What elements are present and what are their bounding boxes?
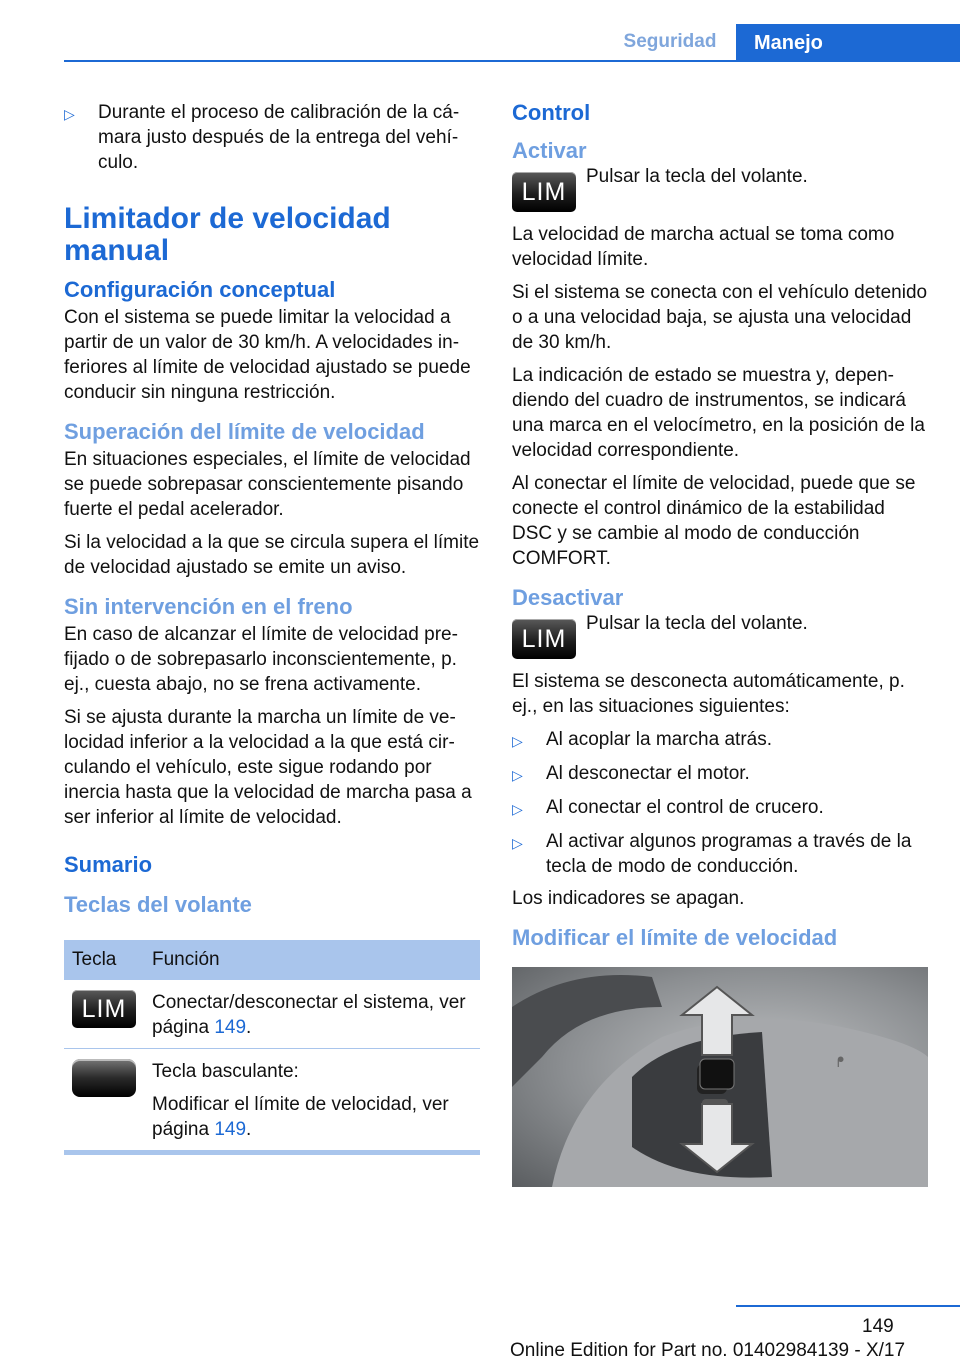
- activate-heading: Activar: [512, 138, 587, 163]
- table-bottom-rule: [64, 1151, 480, 1155]
- lim-button-icon: LIM: [72, 990, 136, 1028]
- summary-heading: Sumario: [64, 852, 153, 877]
- brake-text-2: Si se ajusta durante la marcha un límite de velocidad inferior a la velocidad a la que está circulando el vehículo, este sigue rodando por inercia hasta que la velocidad de marcha pasa a ser inferior al límite de velocidad.: [64, 707, 472, 828]
- section-title: Limitador de velocidad manual: [64, 202, 391, 267]
- triangle-bullet-icon: ▷: [512, 767, 523, 783]
- page-number: 149: [862, 1316, 894, 1337]
- deactivate-heading: Desactivar: [512, 585, 624, 610]
- triangle-bullet-icon: ▷: [512, 733, 523, 749]
- exceed-text-2: Si la velocidad a la que se circula supera el límite de velocidad ajustado se emite un aviso.: [64, 532, 480, 578]
- paragraph: La velocidad de marcha actual se toma como velocidad límite.: [512, 224, 895, 270]
- list-item: ▷ Al activar algunos programas a través de la tecla de modo de conducción.: [512, 831, 912, 877]
- tab-seguridad[interactable]: Seguridad: [623, 31, 717, 52]
- left-column: [64, 100, 480, 1155]
- footer-rule: [736, 1305, 960, 1307]
- lim-button-icon: LIM: [512, 172, 576, 212]
- table-row: Tecla basculante: Modificar el límite de velocidad, ver página 149.: [64, 1049, 480, 1151]
- right-column: [512, 100, 928, 1187]
- edition-footer: Online Edition for Part no. 01402984139 - X/17: [510, 1340, 906, 1361]
- list-item: ▷ Al desconectar el motor.: [512, 761, 928, 788]
- exceed-heading: Superación del límite de velocidad: [64, 419, 425, 444]
- table-header: [64, 940, 480, 980]
- steering-wheel-illustration: [512, 967, 928, 1187]
- deactivate-row: LIM Pulsar la tecla del volante.: [512, 619, 928, 659]
- keys-table: [64, 940, 480, 1151]
- brake-heading: Sin intervención en el freno: [64, 594, 353, 619]
- triangle-bullet-icon: ▷: [64, 106, 75, 122]
- paragraph: Al conectar el límite de velocidad, puede que se conecte el control dinámico de la estabilidad DSC y se cambie al modo de conducción COMFORT.: [512, 473, 916, 569]
- modify-heading: Modificar el límite de velocidad: [512, 925, 838, 950]
- control-heading: Control: [512, 100, 591, 125]
- triangle-bullet-icon: ▷: [512, 801, 523, 817]
- list-item: ▷ Al conectar el control de crucero.: [512, 795, 928, 822]
- col-function-header: Función: [144, 940, 480, 980]
- paragraph: Si el sistema se conecta con el vehículo detenido o a una velocidad baja, se ajusta una velocidad de 30 km/h.: [512, 282, 928, 353]
- paragraph: La indicación de estado se muestra y, dependiendo del cuadro de instrumentos, se indicará una marca en el velocímetro, en la posición de la velocidad correspondiente.: [512, 365, 925, 461]
- rocker-switch-icon: [72, 1059, 136, 1097]
- exceed-text-1: En situaciones especiales, el límite de velocidad se puede sobrepasar conscientemente pisando fuerte el pedal acelerador.: [64, 449, 471, 520]
- list-item: ▷ Durante el proceso de calibración de la cámara justo después de la entrega del vehículo.: [64, 102, 460, 173]
- svg-text:ᖰ: ᖰ: [837, 1055, 845, 1071]
- table-row: LIM Conectar/desconectar el sistema, ver página 149.: [64, 980, 480, 1049]
- col-key-header: Tecla: [64, 940, 144, 980]
- paragraph: Los indicadores se apagan.: [512, 888, 745, 909]
- activate-row: LIM Pulsar la tecla del volante.: [512, 172, 928, 212]
- keys-heading: Teclas del volante: [64, 892, 252, 917]
- page-link[interactable]: 149: [214, 1119, 247, 1140]
- page-link[interactable]: 149: [214, 1017, 247, 1038]
- steering-wheel-photo: [512, 967, 928, 1187]
- tab-manejo[interactable]: Manejo: [736, 24, 960, 62]
- concept-heading: Configuración conceptual: [64, 277, 336, 302]
- brake-text-1: En caso de alcanzar el límite de velocidad prefijado o de sobrepasarlo inconscientemente, p. ej., cuesta abajo, no se frena activamente.: [64, 624, 458, 695]
- lim-button-icon: LIM: [512, 619, 576, 659]
- concept-text: Con el sistema se puede limitar la velocidad a partir de un valor de 30 km/h. A velocidades inferiores al límite de velocidad ajustado se puede conducir sin ninguna restricción.: [64, 307, 471, 403]
- list-item: ▷ Al acoplar la marcha atrás.: [512, 727, 928, 754]
- triangle-bullet-icon: ▷: [512, 835, 523, 851]
- paragraph: El sistema se desconecta automáticamente, p. ej., en las situaciones siguientes:: [512, 671, 905, 717]
